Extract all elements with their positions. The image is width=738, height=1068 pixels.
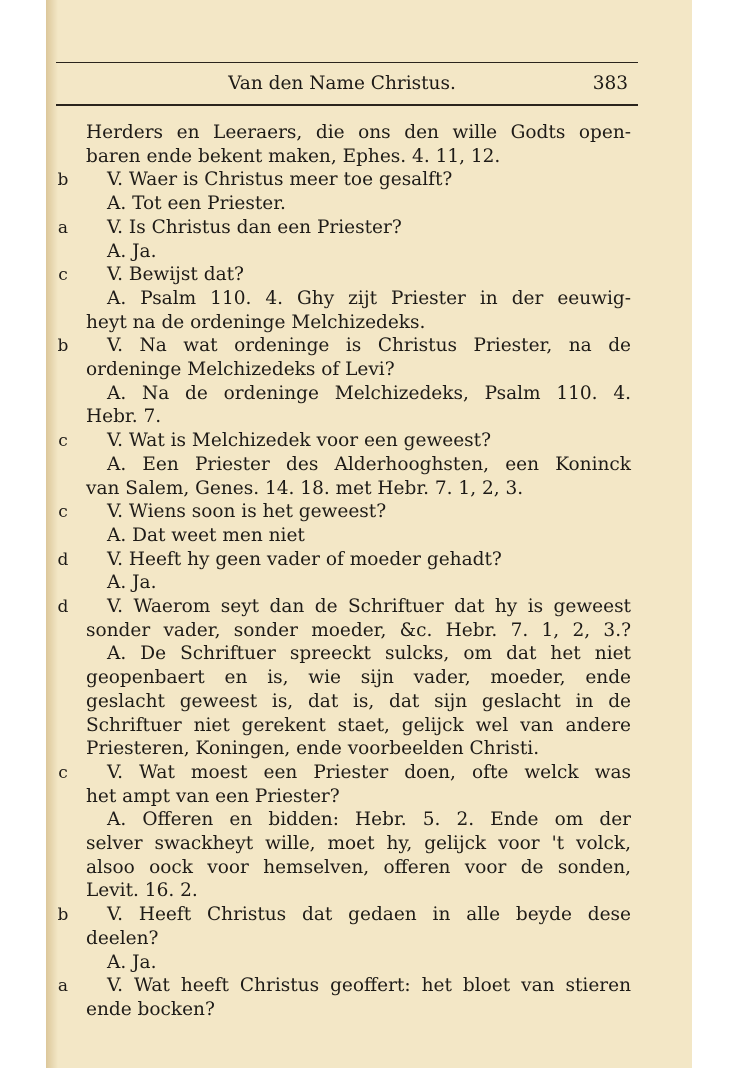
margin-letter: b	[57, 170, 69, 190]
running-header	[56, 73, 628, 99]
text-line: V. Wat moest een Priester doen, ofte welck was	[107, 762, 631, 783]
text-line: A. Offeren en bidden: Hebr. 5. 2. Ende om der	[107, 809, 631, 830]
text-line: ordeninge Melchizedeks of Levi?	[86, 359, 395, 380]
text-line: A. De Schriftuer spreeckt sulcks, om dat het niet	[107, 643, 631, 664]
text-line: V. Na wat ordeninge is Christus Priester, na de	[107, 335, 631, 356]
text-line: ende bocken?	[86, 999, 215, 1020]
text-line: A. Ja.	[107, 241, 157, 262]
margin-letter: c	[58, 763, 68, 783]
text-line: V. Bewijst dat?	[107, 264, 244, 285]
text-line: V. Waerom seyt dan de Schriftuer dat hy is geweest	[107, 596, 631, 617]
margin-letter: b	[57, 336, 69, 356]
text-line: A. Ja.	[107, 572, 157, 593]
text-line: V. Wat is Melchizedek voor een geweest?	[107, 430, 492, 451]
text-line: het ampt van een Priester?	[86, 786, 340, 807]
margin-letter: c	[58, 502, 68, 522]
text-line: alsoo oock voor hemselven, offeren voor de sonden,	[86, 857, 631, 878]
text-line: heyt na de ordeninge Melchizedeks.	[86, 312, 426, 333]
text-line: A. Ja.	[107, 952, 157, 973]
page-number: 383	[592, 73, 628, 94]
text-line: Levit. 16. 2.	[86, 880, 198, 901]
text-line: geopenbaert en is, wie sijn vader, moeder, ende	[86, 667, 631, 688]
text-line: A. Tot een Priester.	[107, 193, 286, 214]
text-line: A. Dat weet men niet	[107, 525, 305, 546]
text-line: V. Heeft Christus dat gedaen in alle beyde dese	[107, 904, 631, 925]
text-line: A. Een Priester des Alderhooghsten, een Koninck	[107, 454, 631, 475]
margin-letter: a	[57, 218, 69, 238]
margin-letter: b	[57, 905, 69, 925]
text-line: selver swackheyt wille, moet hy, gelijck voor 't volck,	[86, 833, 631, 854]
header-rule-bottom	[56, 104, 638, 106]
text-line: sonder vader, sonder moeder, &c. Hebr. 7. 1, 2, 3.?	[86, 620, 631, 641]
text-line: Priesteren, Koningen, ende voorbeelden Christi.	[86, 738, 540, 759]
margin-letter: a	[57, 976, 69, 996]
margin-letter: d	[57, 597, 69, 617]
margin-letter: c	[58, 265, 68, 285]
text-line: deelen?	[86, 928, 159, 949]
text-line: V. Heeft hy geen vader of moeder gehadt?	[107, 549, 502, 570]
text-line: geslacht geweest is, dat is, dat sijn geslacht in de	[86, 691, 631, 712]
header-rule-top	[56, 62, 638, 63]
margin-letter: d	[57, 550, 69, 570]
text-line: V. Is Christus dan een Priester?	[107, 217, 402, 238]
margin-letter: c	[58, 431, 68, 451]
text-line: A. Psalm 110. 4. Ghy zijt Priester in der eeuwig-	[107, 288, 631, 309]
text-line: V. Wiens soon is het geweest?	[107, 501, 387, 522]
text-line: Hebr. 7.	[86, 406, 162, 427]
text-line: Schriftuer niet gerekent staet, gelijck wel van andere	[86, 715, 631, 736]
text-line: A. Na de ordeninge Melchizedeks, Psalm 110. 4.	[107, 383, 631, 404]
text-line: V. Wat heeft Christus geoffert: het bloet van stieren	[107, 975, 631, 996]
book-page	[46, 0, 692, 1068]
text-line: van Salem, Genes. 14. 18. met Hebr. 7. 1, 2, 3.	[86, 478, 524, 499]
chapter-title: Van den Name Christus.	[228, 73, 456, 94]
text-line: Herders en Leeraers, die ons den wille Godts open-	[86, 122, 631, 143]
text-line: baren ende bekent maken, Ephes. 4. 11, 12.	[86, 146, 501, 167]
text-line: V. Waer is Christus meer toe gesalft?	[107, 169, 453, 190]
